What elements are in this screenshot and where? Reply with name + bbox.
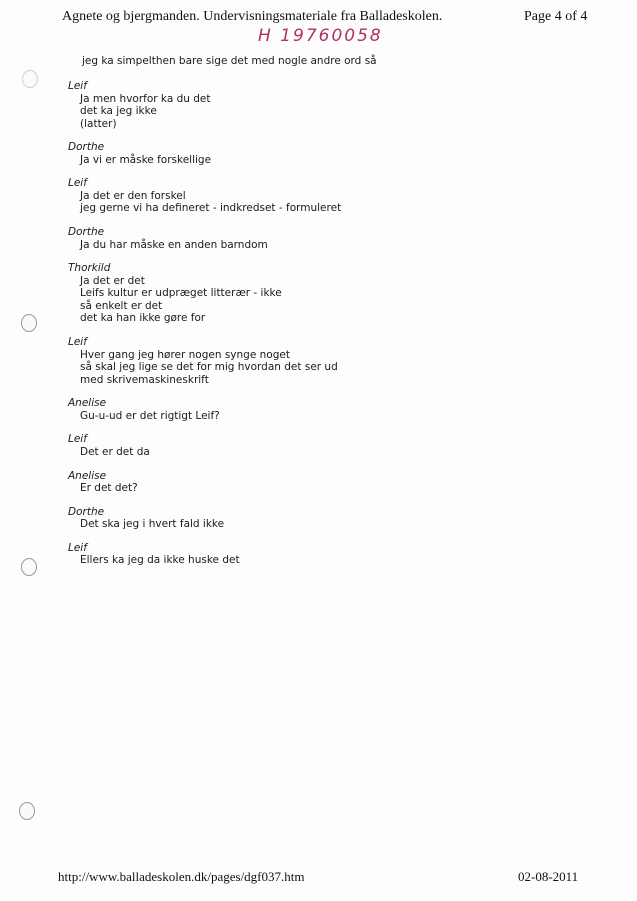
dialogue-block [68, 226, 568, 251]
dialogue-block [68, 433, 568, 458]
spoken-line: (latter) [80, 117, 117, 130]
dialogue-block [68, 470, 568, 495]
speaker-name: Thorkild [68, 262, 111, 275]
spoken-line: jeg gerne vi ha defineret - indkredset - formuleret [80, 202, 342, 215]
punch-hole-icon [22, 70, 38, 88]
dialogue-block [68, 141, 568, 166]
page-number: Page 4 of 4 [524, 9, 588, 24]
dialogue-block [68, 262, 568, 325]
speaker-name: Leif [68, 433, 87, 446]
spoken-line: Leifs kultur er udpræget litterær - ikke [80, 287, 282, 300]
dialogue-block [68, 177, 568, 215]
speaker-name: Leif [68, 541, 87, 554]
speaker-name: Leif [68, 80, 87, 92]
transcript [68, 80, 568, 578]
speaker-name: Dorthe [68, 141, 105, 154]
intro-line: jeg ka simpelthen bare sige det med nogle andre ord så [82, 55, 377, 67]
punch-hole-icon [21, 314, 37, 332]
dialogue-block [68, 80, 568, 130]
speaker-name: Anelise [68, 469, 107, 482]
spoken-line: Ja vi er måske forskellige [80, 153, 212, 166]
spoken-line: Det er det da [80, 445, 150, 458]
speaker-name: Dorthe [68, 226, 105, 239]
spoken-line: det ka jeg ikke [80, 105, 157, 118]
dialogue-block [68, 336, 568, 386]
header-title: Agnete og bjergmanden. Undervisningsmateriale fra Balladeskolen. [62, 9, 443, 24]
punch-hole-icon [21, 558, 37, 576]
spoken-line: Ja det er den forskel [80, 189, 186, 202]
spoken-line: Ja det er det [80, 274, 145, 287]
spoken-line: Gu-u-ud er det rigtigt Leif? [80, 409, 220, 422]
spoken-line: det ka han ikke gøre for [80, 312, 206, 325]
speaker-name: Leif [68, 336, 87, 349]
speaker-name: Dorthe [68, 505, 105, 518]
handwritten-archive-number: H 19760058 [258, 26, 383, 46]
spoken-line: Ellers ka jeg da ikke huske det [80, 554, 240, 567]
spoken-line: Hver gang jeg hører nogen synge noget [80, 348, 290, 361]
spoken-line: Ja men hvorfor ka du det [80, 92, 211, 105]
speaker-name: Leif [68, 177, 87, 190]
spoken-line: så enkelt er det [80, 299, 163, 312]
footer-url: http://www.balladeskolen.dk/pages/dgf037.htm [58, 869, 305, 884]
spoken-line: med skrivemaskineskrift [80, 373, 209, 386]
dialogue-block [68, 397, 568, 422]
dialogue-block [68, 506, 568, 531]
footer-date: 02-08-2011 [518, 869, 579, 884]
punch-hole-icon [19, 802, 35, 820]
speaker-name: Anelise [68, 397, 107, 410]
spoken-line: Er det det? [80, 482, 138, 494]
spoken-line: Det ska jeg i hvert fald ikke [80, 518, 225, 531]
spoken-line: så skal jeg lige se det for mig hvordan det ser ud [80, 361, 338, 374]
spoken-line: Ja du har måske en anden barndom [80, 238, 268, 251]
dialogue-block [68, 542, 568, 567]
